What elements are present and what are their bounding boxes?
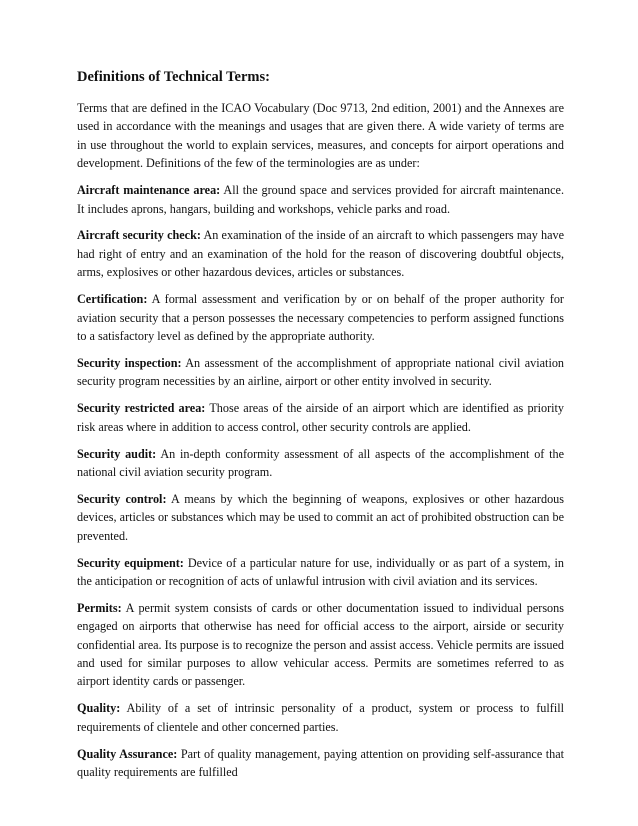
definition-certification [77,290,564,345]
definition-text: A means by which the beginning of weapons, explosives or other hazardous devices, articles or substances which may be used to commit an act of prohibited obstruction can be prevented. [77,491,565,543]
definition-term: Security control: [77,491,167,506]
definition-security-audit [77,445,564,482]
definition-permits [77,599,564,691]
definition-quality [77,699,564,736]
definition-term: Permits: [77,600,122,615]
definition-term: Quality: [77,701,121,716]
definition-term: Security equipment: [77,555,184,570]
definition-text: Ability of a set of intrinsic personality of a product, system or process to fulfill requirements of clientele and other concerned parties. [77,701,565,734]
intro-paragraph: Terms that are defined in the ICAO Vocabulary (Doc 9713, 2nd edition, 2001) and the Annexes are used in accordance with the meanings and usages that are given there. A wide variety of terms are in use throughout the world to explain services, measures, and concepts for airport operations and development. Definitions of the few of the terminologies are as under: [77,101,564,171]
definition-aircraft-maintenance-area [77,181,564,218]
definition-aircraft-security-check [77,226,564,281]
definition-text: Device of a particular nature for use, individually or as part of a system, in the anticipation or recognition of acts of unlawful intrusion with civil aviation and its services. [77,555,564,588]
definition-term: Quality Assurance: [77,746,178,761]
definition-text: An examination of the inside of an aircraft to which passengers may have had right of entry and an examination of the hold for the reason of discovering doubtful objects, arms, explosives or other hazardous devices, articles or substances. [77,228,565,280]
definition-security-control [77,490,564,545]
definition-term: Aircraft security check: [77,228,201,243]
definition-quality-assurance [77,745,564,782]
definition-security-equipment [77,554,564,591]
definition-term: Security audit: [77,446,157,461]
definition-security-inspection [77,354,564,391]
definition-text: All the ground space and services provided for aircraft maintenance. It includes aprons, hangars, building and workshops, vehicle parks and road. [77,183,564,216]
definition-term: Aircraft maintenance area: [77,183,221,198]
document-title: Definitions of Technical Terms: [77,69,270,85]
definition-text: A formal assessment and verification by or on behalf of the proper authority for aviation security that a person possesses the necessary competencies to perform assigned functions to a satisfactory level as defined by the appropriate authority. [77,292,564,343]
definition-text: An assessment of the accomplishment of appropriate national civil aviation security program necessities by an airline, airport or other entity involved in security. [77,355,565,389]
definition-text: A permit system consists of cards or other documentation issued to individual persons engaged on airports that otherwise has need for official access to the airport, airside or security confidential area. Its purpose is to recognize the person and assist access. Vehicle permits are issued and used for similar purposes to allow vehicular access. Permits are sometimes referred to as airport identity cards or passenger. [77,600,564,689]
document-page [77,68,564,790]
definition-term: Security restricted area: [77,401,206,416]
definition-text: An in-depth conformity assessment of all aspects of the accomplishment of the national civil aviation security program. [77,446,565,479]
definition-term: Certification: [77,292,148,307]
definition-text: Those areas of the airside of an airport which are identified as priority risk areas where in addition to access control, other security controls are applied. [77,401,565,434]
definition-term: Security inspection: [77,355,182,370]
definition-text: Part of quality management, paying attention on providing self-assurance that quality requirements are fulfilled [77,746,565,780]
definition-security-restricted-area [77,399,564,436]
